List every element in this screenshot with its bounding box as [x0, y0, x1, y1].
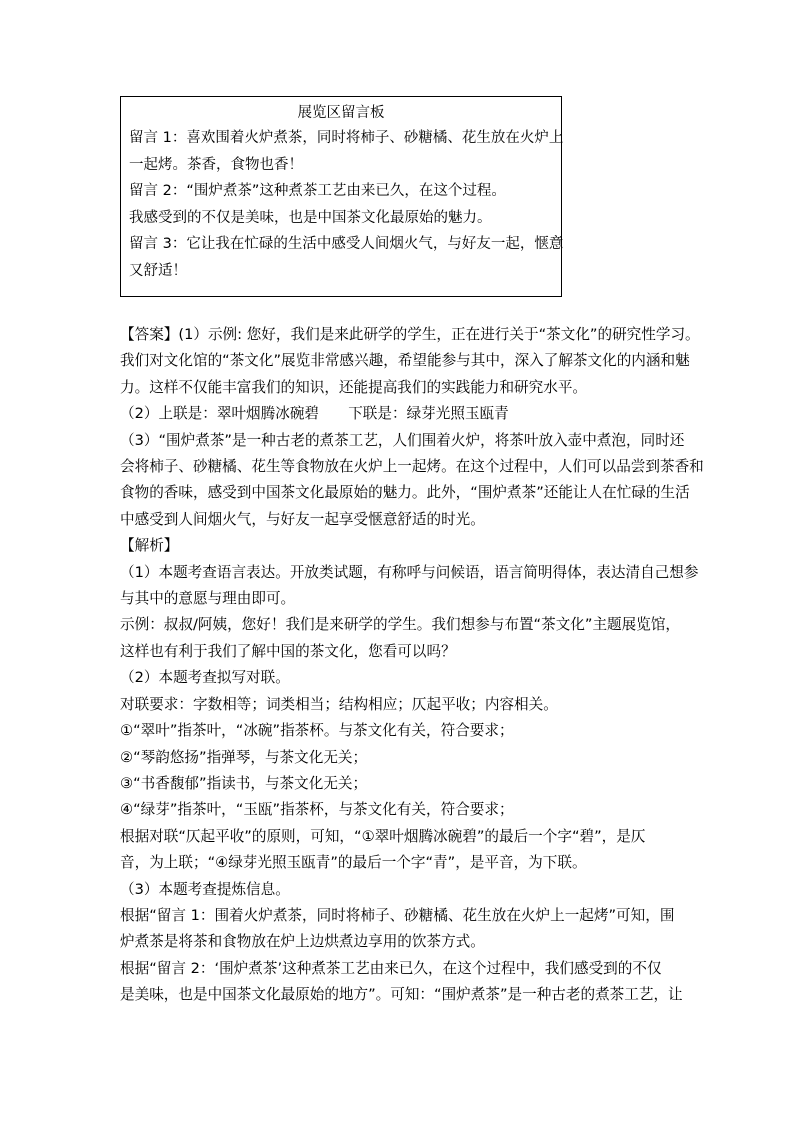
analysis-line: （3）本题考查提炼信息。 [120, 880, 290, 898]
analysis-line: 根据“留言 2：‘围炉煮茶’这种煮茶工艺由来已久，在这个过程中，我们感受到的不仅 [120, 959, 662, 977]
analysis-line: 音，为上联；“④绿芽光照玉瓯青”的最后一个字“青”，是平音，为下联。 [120, 854, 587, 872]
answer-line: 【答案】(1）示例: 您好，我们是来此研学的学生，正在进行关于“茶文化”的研究性学习。 [120, 326, 700, 343]
analysis-line: （2）本题考查拟写对联。 [120, 669, 290, 687]
board-line-1: 留言 1：喜欢围着火炉煮茶，同时将柿子、砂糖橘、花生放在火炉上 [129, 130, 564, 146]
message-board-box [120, 96, 562, 297]
answer-line: 中感受到人间烟火气，与好友一起享受惬意舒适的时光。 [120, 510, 485, 528]
analysis-line: 对联要求：字数相等；词类相当；结构相应；仄起平收；内容相关。 [120, 695, 558, 713]
analysis-line: 与其中的意愿与理由即可。 [120, 590, 296, 608]
board-line-6: 又舒适！ [129, 262, 187, 279]
analysis-line: 根据对联“仄起平收”的原则，可知，“①翠叶烟腾冰碗碧”的最后一个字“碧”，是仄 [120, 827, 646, 845]
analysis-heading: 【解析】 [120, 537, 179, 555]
board-line-2: 一起烤。茶香，食物也香！ [129, 156, 303, 173]
analysis-line: 示例：叔叔/阿姨，您好！我们是来研学的学生。我们想参与布置“茶文化”主题展览馆， [120, 616, 681, 634]
analysis-line: 是美味，也是中国茶文化最原始的地方”。可知：“围炉煮茶”是一种古老的煮茶工艺，让 [120, 986, 683, 1004]
analysis-line: （1）本题考查语言表达。开放类试题，有称呼与问候语，语言简明得体，表达清自己想参 [120, 563, 699, 581]
analysis-line: 炉煮茶是将茶和食物放在炉上边烘煮边享用的饮茶方式。 [120, 933, 485, 951]
answer-line: （3）“围炉煮茶”是一种古老的煮茶工艺，人们围着火炉，将茶叶放入壶中煮泡，同时还 [120, 431, 685, 449]
answer-line: 我们对文化馆的“茶文化”展览非常感兴趣，希望能参与其中，深入了解茶文化的内涵和魅 [120, 352, 690, 370]
board-line-5: 留言 3：它让我在忙碌的生活中感受人间烟火气，与好友一起，惬意 [129, 236, 564, 252]
answer-line: 食物的香味，感受到中国茶文化最原始的魅力。此外，“围炉煮茶”还能让人在忙碌的生活 [120, 484, 690, 502]
answer-analysis-section [120, 322, 704, 1009]
analysis-line: 这样也有利于我们了解中国的茶文化，您看可以吗？ [120, 642, 456, 660]
answer-line: 会将柿子、砂糖橘、花生等食物放在火炉上一起烤。在这个过程中，人们可以品尝到茶香和 [120, 458, 704, 476]
answer-line: （2）上联是：翠叶烟腾冰碗碧 下联是：绿芽光照玉瓯青 [120, 405, 509, 423]
analysis-line: ②“琴韵悠扬”指弹琴，与茶文化无关； [120, 748, 368, 766]
board-line-3: 留言 2：“围炉煮茶”这种煮茶工艺由来已久，在这个过程。 [129, 183, 506, 199]
analysis-line: ③“书香馥郁”指读书，与茶文化无关； [120, 774, 368, 792]
analysis-line: ①“翠叶”指茶叶，“冰碗”指茶杯。与茶文化有关，符合要求； [120, 722, 514, 740]
answer-line: 力。这样不仅能丰富我们的知识，还能提高我们的实践能力和研究水平。 [120, 378, 588, 396]
analysis-line: ④“绿芽”指茶叶，“玉瓯”指茶杯，与茶文化有关，符合要求； [120, 801, 514, 819]
message-board-title: 展览区留言板 [297, 105, 385, 121]
board-line-4: 我感受到的不仅是美味，也是中国茶文化最原始的魅力。 [129, 209, 492, 226]
analysis-line: 根据“留言 1：围着火炉煮茶，同时将柿子、砂糖橘、花生放在火炉上一起烤”可知，围 [120, 906, 675, 924]
